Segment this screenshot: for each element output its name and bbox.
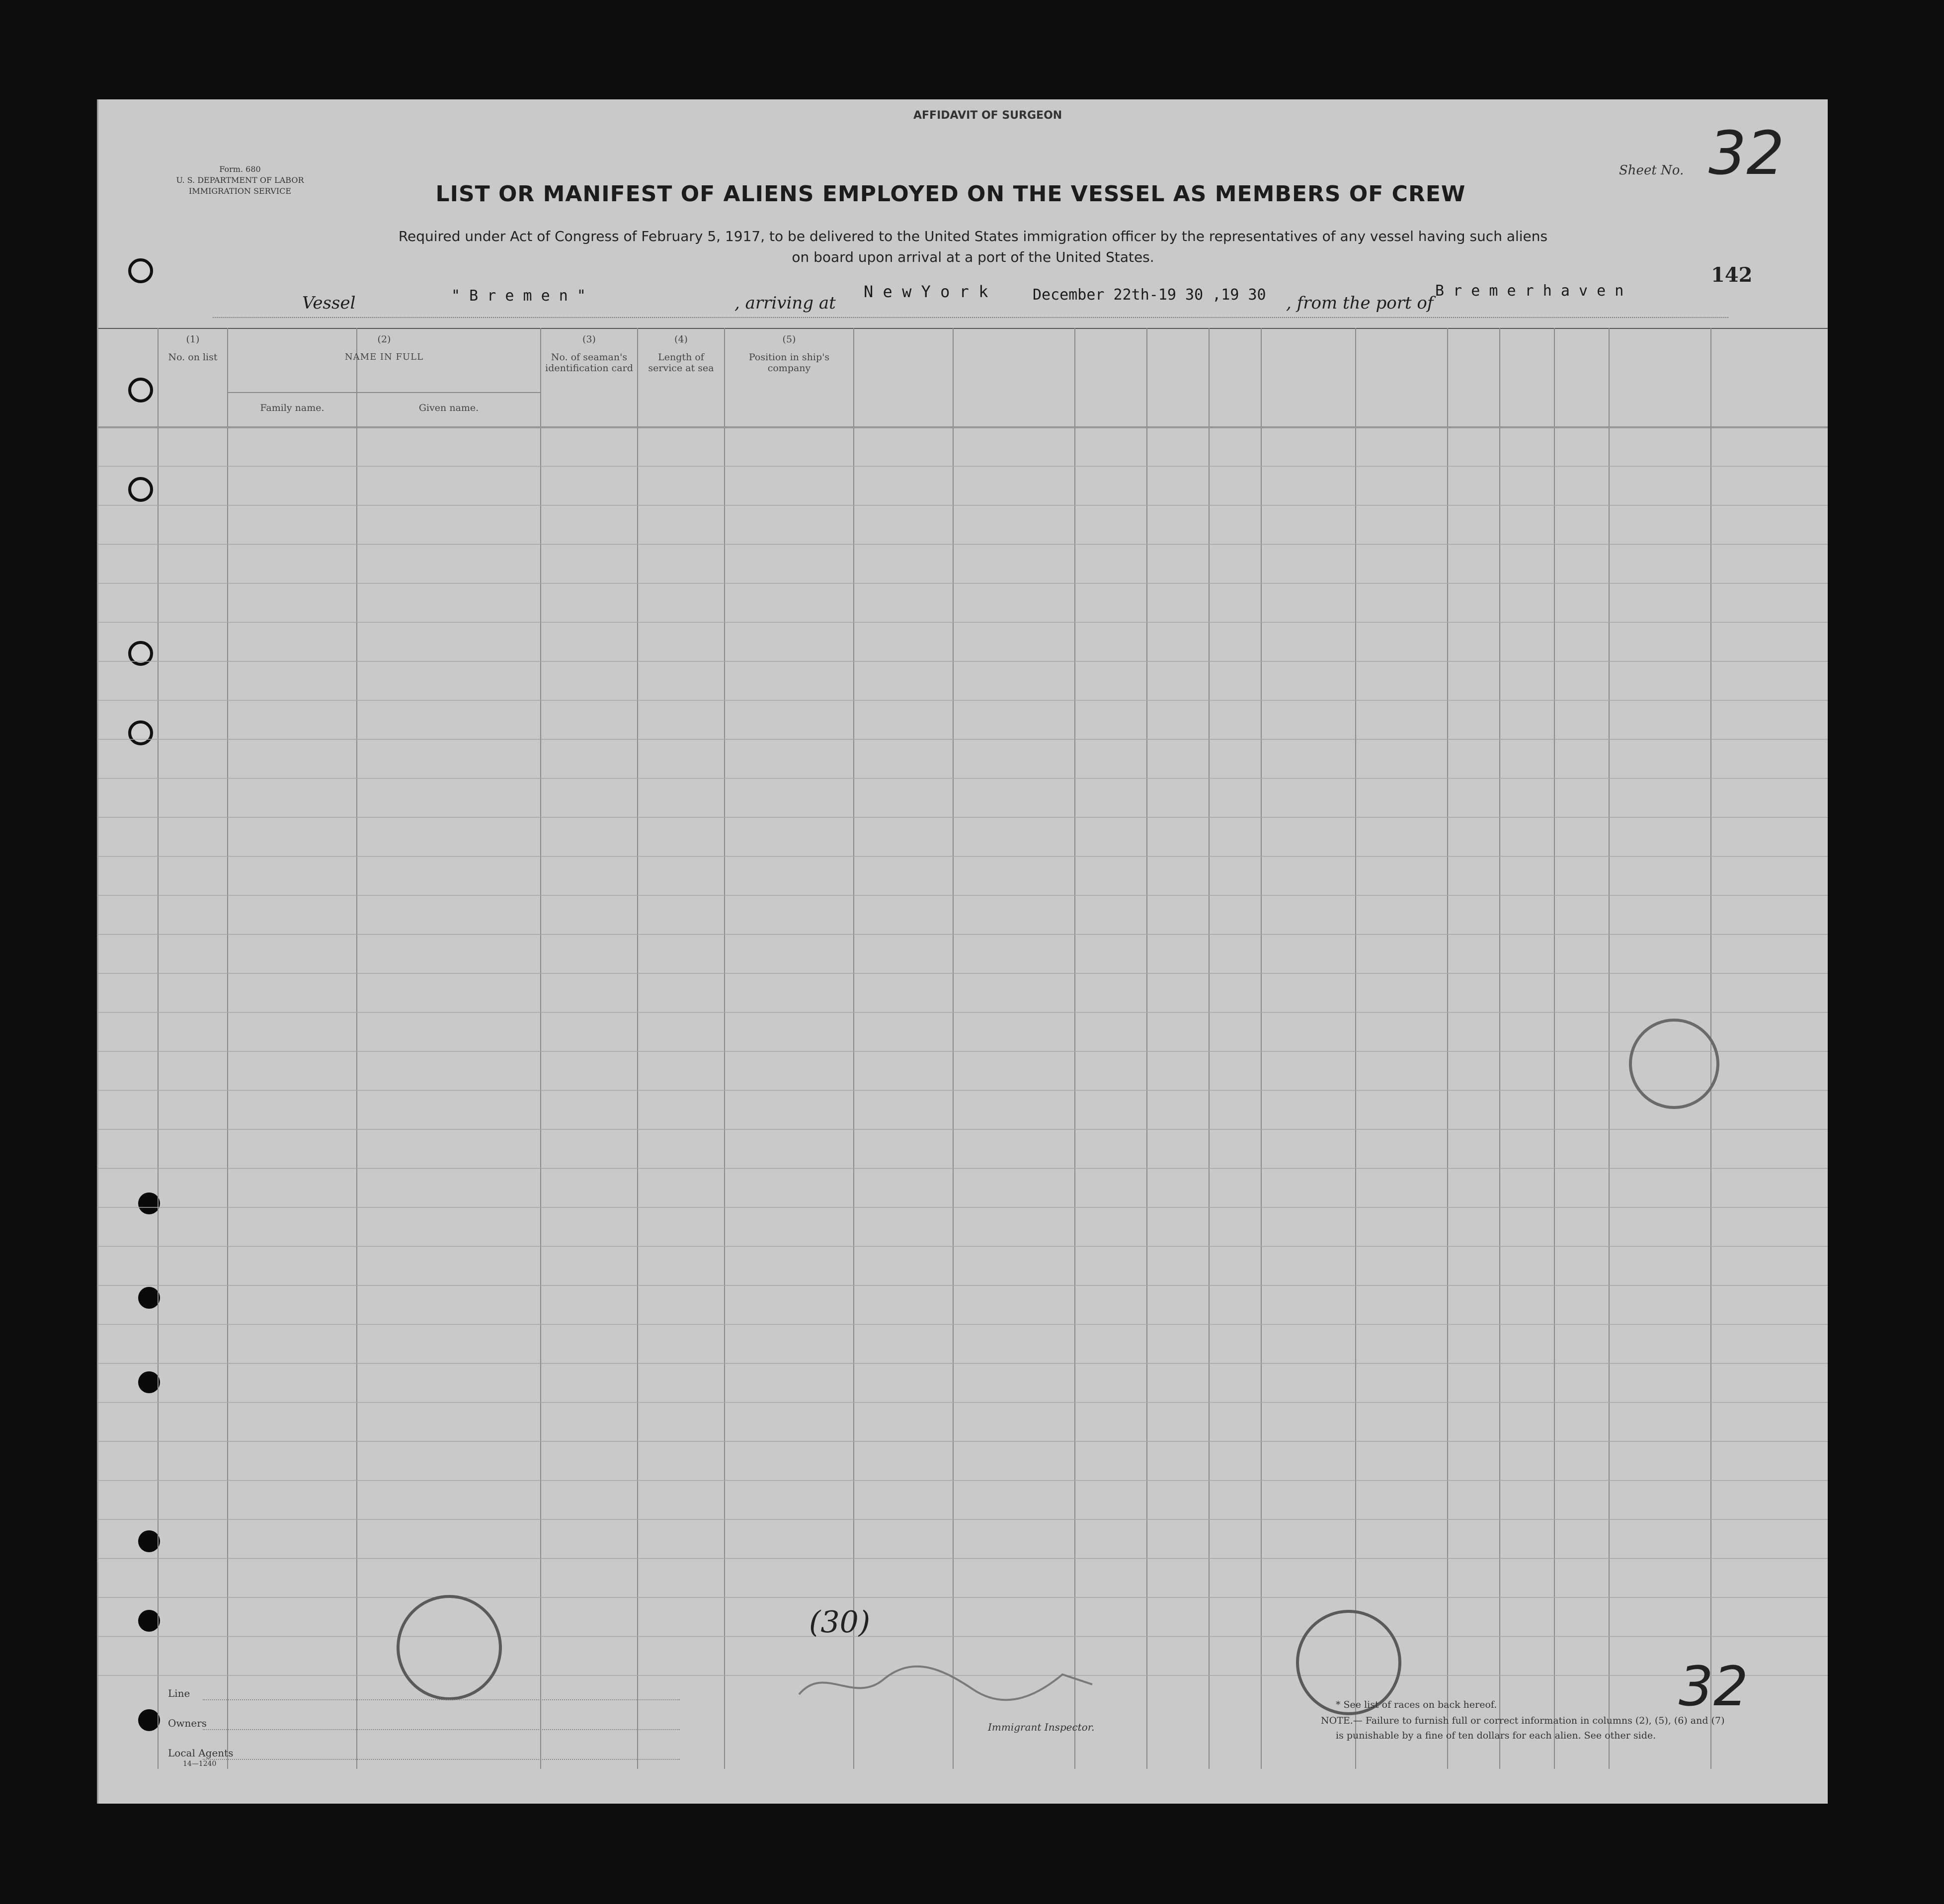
affidavit-label: AFFIDAVIT OF SURGEON: [913, 109, 1062, 122]
penalty-note: NOTE.— Failure to furnish full or correct information in columns (2), (5), (6) and (7): [1321, 1715, 1725, 1726]
arrival-port: N e w Y o r k: [864, 282, 988, 301]
subtitle-line-2: on board upon arrival at a port of the United States.: [792, 249, 1154, 265]
binder-hole: [128, 258, 153, 283]
footer-rule: [203, 1759, 680, 1760]
consulate-stamp: [397, 1595, 502, 1700]
crew-total: (30): [809, 1605, 871, 1640]
line-label: Line: [168, 1687, 190, 1699]
subtitle-line-1: Required under Act of Congress of February 5, 1917, to be delivered to the United States immigration officer by the representatives of any vessel having such aliens: [398, 228, 1548, 244]
column-header: NAME IN FULL: [344, 352, 424, 362]
vessel-label: Vessel: [302, 293, 356, 313]
column-number: (3): [582, 334, 596, 345]
column-subheader: Family name.: [260, 402, 324, 413]
vessel-line: [213, 282, 1728, 318]
column-header: No. on list: [168, 352, 218, 363]
column-number: (4): [674, 334, 688, 345]
arrival-date: December 22th-19 30 ,19 30: [1033, 286, 1266, 304]
page-number: 142: [1711, 263, 1753, 287]
corner-sheet-number: 32: [1679, 1655, 1748, 1718]
inspector-signature: [794, 1660, 1102, 1709]
departure-port: B r e m e r h a v e n: [1435, 282, 1624, 300]
manifest-title: LIST OR MANIFEST OF ALIENS EMPLOYED ON THE VESSEL AS MEMBERS OF CREW: [435, 181, 1466, 207]
crew-table: [98, 328, 1828, 1769]
vessel-name: " B r e m e n ": [451, 287, 586, 305]
form-number: Form. 680: [219, 164, 261, 174]
from-port-label: , from the port of: [1286, 293, 1434, 313]
sheet-number-label: Sheet No.: [1619, 163, 1684, 178]
local-agents-label: Local Agents: [168, 1747, 234, 1759]
table-grid: [98, 328, 1828, 1769]
consulate-stamp: [1629, 1019, 1719, 1109]
arriving-label: , arriving at: [734, 293, 836, 313]
owners-label: Owners: [168, 1717, 207, 1729]
column-header: Length of service at sea: [648, 352, 714, 374]
service-name: IMMIGRATION SERVICE: [188, 186, 292, 196]
column-subheader: Given name.: [418, 402, 479, 413]
footer-rule: [203, 1729, 680, 1730]
footer-rule: [203, 1699, 680, 1700]
manifest-sheet: [97, 99, 1828, 1804]
department-name: U. S. DEPARTMENT OF LABOR: [176, 175, 304, 185]
inspector-label: Immigrant Inspector.: [988, 1721, 1095, 1733]
column-header: No. of seaman's identification card: [545, 352, 633, 374]
form-code: 14—1240: [183, 1760, 217, 1768]
races-note: * See list of races on back hereof.: [1336, 1699, 1497, 1710]
manifest-subtitle: [287, 226, 1659, 268]
penalty-note-2: is punishable by a fine of ten dollars for each alien. See other side.: [1336, 1730, 1656, 1741]
sheet-number: 32: [1708, 119, 1784, 188]
column-header: Position in ship's company: [748, 352, 830, 374]
column-number: (5): [782, 334, 796, 345]
column-number: (1): [186, 334, 200, 345]
column-number: (2): [377, 334, 391, 345]
